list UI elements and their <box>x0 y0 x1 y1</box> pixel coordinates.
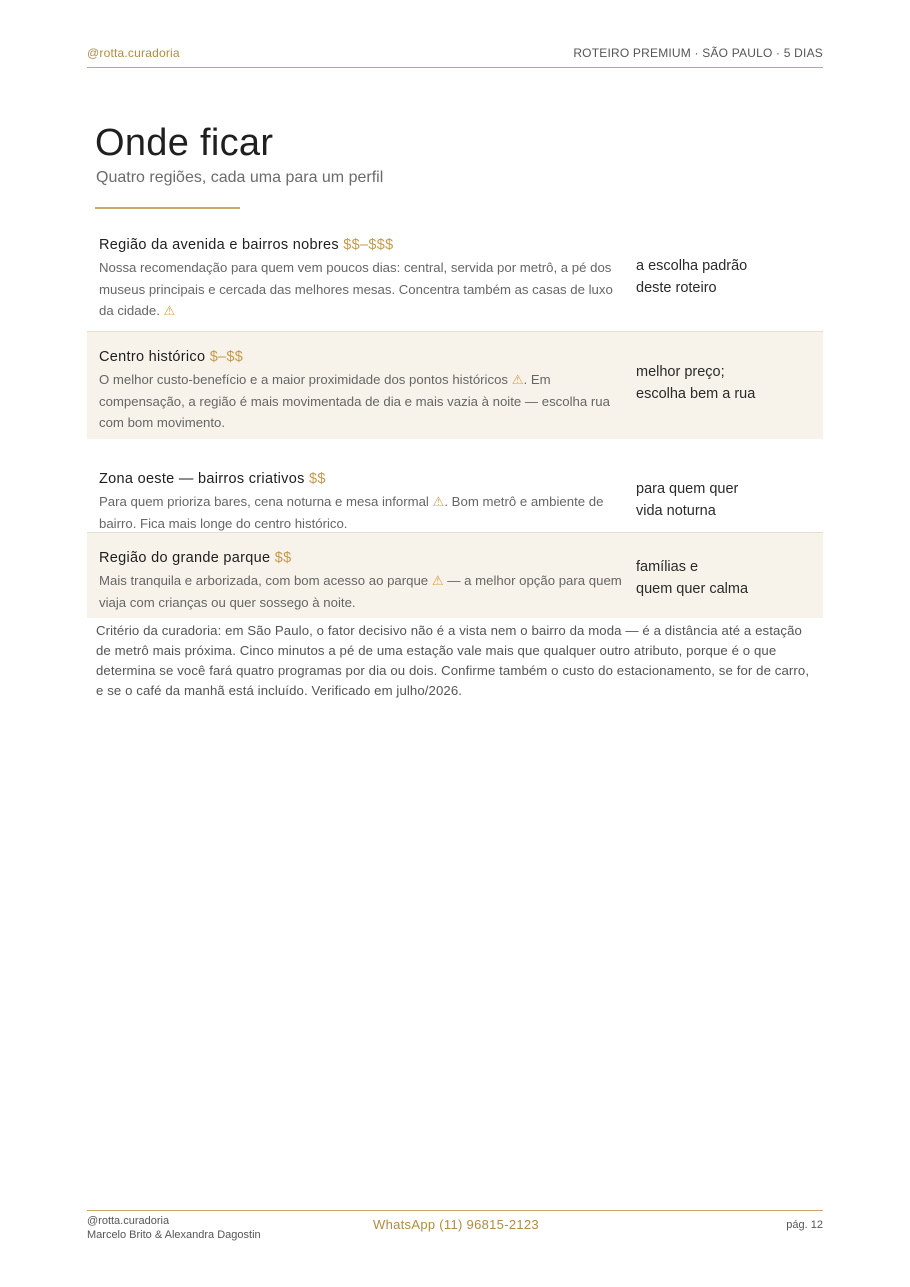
region-profile-tag: a escolha padrão deste roteiro <box>636 258 748 296</box>
footer-handle: @rotta.curadoria <box>87 1215 170 1227</box>
page-header <box>87 46 823 68</box>
region-price: $$ <box>274 550 292 566</box>
region-body <box>87 470 623 532</box>
region-name: Zona oeste — bairros criativos $$ <box>99 471 326 487</box>
warning-icon: ⚠ <box>163 303 176 318</box>
region-avenida <box>87 226 823 332</box>
region-name: Região do grande parque $$ <box>99 550 292 566</box>
header-document-title: ROTEIRO PREMIUM · SÃO PAULO · 5 DIAS <box>573 46 823 60</box>
region-body <box>87 236 623 331</box>
footer-whatsapp-link[interactable]: WhatsApp (11) 96815-2123 <box>373 1217 539 1232</box>
region-name: Região da avenida e bairros nobres $$–$$$ <box>99 237 394 253</box>
region-profile-tag: famílias e quem quer calma <box>636 559 749 597</box>
region-price: $$–$$$ <box>343 237 394 253</box>
region-price: $–$$ <box>209 349 244 365</box>
curation-criteria-note: Critério da curadoria: em São Paulo, o fator decisivo não é a vista nem o bairro da moda — é a distância até a estação de metrô mais próxima. Cinco minutos a pé de uma estação vale mais que qualquer outro atributo, porque é o que determina se você fará quatro programas por dia ou dois. Confirme também o custo do estacionamento, se for de carro, e se o café da manhã está incluído. Verificado em julho/2026. <box>96 623 810 698</box>
region-profile-tag: melhor preço; escolha bem a rua <box>636 364 756 402</box>
region-zona-oeste <box>87 439 823 533</box>
header-brand: @rotta.curadoria <box>87 46 180 60</box>
footer-credits <box>87 1214 261 1242</box>
regions-list <box>87 226 823 618</box>
region-grande-parque <box>87 533 823 618</box>
region-price: $$ <box>308 471 326 487</box>
page-subtitle: Quatro regiões, cada uma para um perfil <box>96 169 384 186</box>
page-number: pág. 12 <box>786 1219 823 1231</box>
region-centro-historico <box>87 332 823 439</box>
region-description: O melhor custo-benefício e a maior proximidade dos pontos históricos ⚠. Em compensação, a região é mais movimentada de dia e mais vazia à noite — escolha rua com bom movimento. <box>99 372 610 430</box>
page-footer <box>87 1210 823 1251</box>
region-profile-tag: para quem quer vida noturna <box>636 481 739 519</box>
title-divider <box>95 207 240 209</box>
region-description: Mais tranquila e arborizada, com bom acesso ao parque ⚠ — a melhor opção para quem viaja com crianças ou quer sossego à noite. <box>99 573 622 610</box>
region-body <box>87 549 623 618</box>
warning-icon: ⚠ <box>511 372 524 387</box>
region-description: Nossa recomendação para quem vem poucos dias: central, servida por metrô, a pé dos museus principais e cercada das melhores mesas. Concentra também as casas de luxo da cidade. ⚠ <box>99 260 613 318</box>
warning-icon: ⚠ <box>432 494 445 509</box>
footer-authors: Marcelo Brito & Alexandra Dagostin <box>87 1229 261 1241</box>
page-title: Onde ficar <box>95 122 274 164</box>
region-body <box>87 348 623 439</box>
region-name: Centro histórico $–$$ <box>99 349 244 365</box>
region-description: Para quem prioriza bares, cena noturna e mesa informal ⚠. Bom metrô e ambiente de bairro. Fica mais longe do centro histórico. <box>99 494 604 531</box>
warning-icon: ⚠ <box>431 573 444 588</box>
